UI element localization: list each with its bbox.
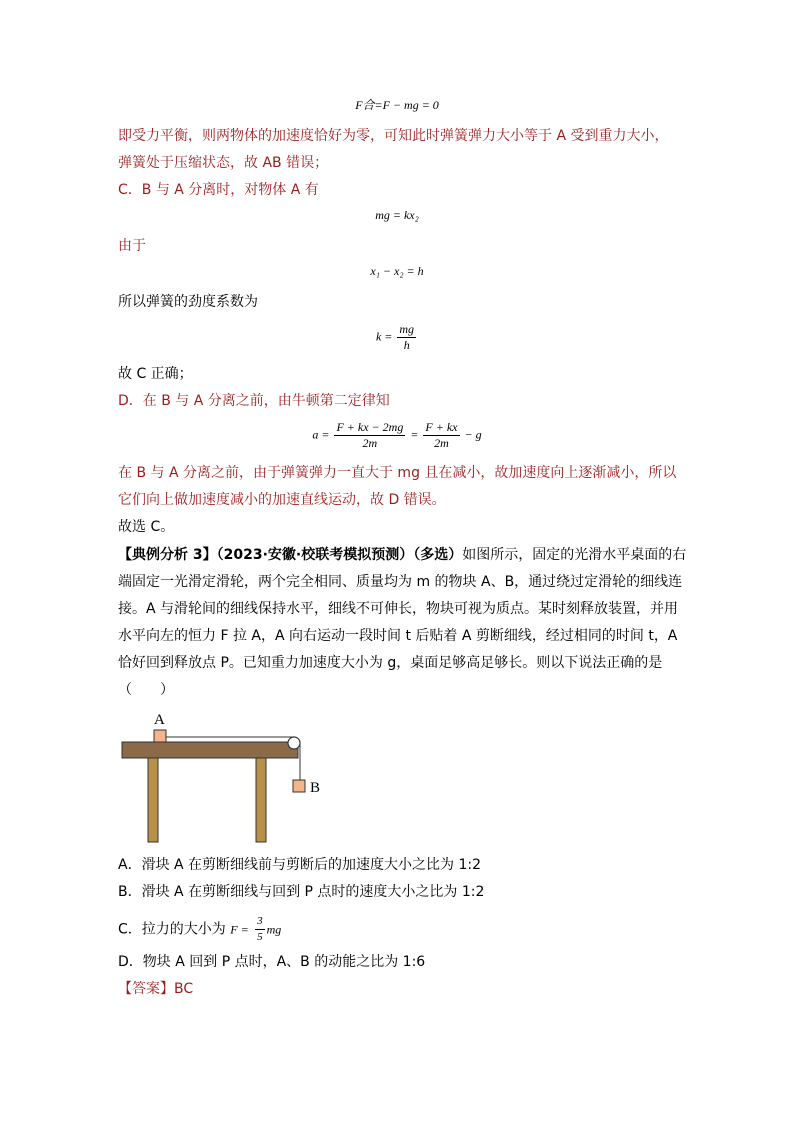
answer: 【答案】BC bbox=[118, 981, 194, 997]
paragraph-line: 水平向左的恒力 F 拉 A，A 向右运动一段时间 t 后贴着 A 剪断细线，经过相同的时间 t，A bbox=[118, 628, 678, 644]
label-a: A bbox=[154, 712, 165, 728]
table-pulley-figure bbox=[118, 708, 348, 848]
example-heading: 【典例分析 3】（2023·安徽·校联考模拟预测）（多选）如图所示，固定的光滑水平桌面的右 bbox=[118, 547, 687, 563]
option-c: C．拉力的大小为 F = $\frac{3}{5}$ mg bbox=[118, 915, 282, 943]
option-c-intro: C．B 与 A 分离时，对物体 A 有 bbox=[118, 182, 319, 198]
paragraph-line: 恰好回到释放点 P。已知重力加速度大小为 g，桌面足够高足够长。则以下说法正确的是 bbox=[118, 655, 663, 671]
equation-x1-x2: x₁ − x₂ = h bbox=[370, 264, 424, 278]
choose-text: 故选 C。 bbox=[118, 519, 175, 535]
equation-mg-kx2: mg = kx₂ bbox=[375, 208, 419, 222]
paragraph-line: 它们向上做加速度减小的加速直线运动，故 D 错误。 bbox=[118, 492, 446, 508]
equation-acceleration: a = $\frac{F + kx - 2mg}{2m}$ = $\frac{F + kx}{2m}$ − g bbox=[312, 420, 482, 450]
since-text: 由于 bbox=[118, 238, 146, 254]
answer-blank: （ ） bbox=[118, 682, 174, 698]
k-intro: 所以弹簧的劲度系数为 bbox=[118, 294, 258, 310]
block-a bbox=[154, 730, 166, 742]
table-top bbox=[122, 742, 298, 758]
table-leg-right bbox=[256, 758, 266, 842]
paragraph-line: 弹簧处于压缩状态，故 AB 错误； bbox=[118, 155, 329, 171]
paragraph-line: 端固定一光滑定滑轮，两个完全相同、质量均为 m 的物块 A、B，通过绕过定滑轮的细线连 bbox=[118, 574, 683, 590]
paragraph-line: 在 B 与 A 分离之前，由于弹簧弹力一直大于 mg 且在减小，故加速度向上逐渐减小，所以 bbox=[118, 465, 677, 481]
equation-k: k = $\frac{mg}{h}$ bbox=[375, 322, 415, 352]
table-leg-left bbox=[148, 758, 158, 842]
option-d-intro: D．在 B 与 A 分离之前，由牛顿第二定律知 bbox=[118, 393, 390, 409]
option-b: B．滑块 A 在剪断细线与回到 P 点时的速度大小之比为 1:2 bbox=[118, 884, 485, 900]
block-b bbox=[293, 780, 305, 792]
pulley bbox=[288, 737, 300, 749]
c-correct: 故 C 正确； bbox=[118, 366, 193, 382]
paragraph-line: 即受力平衡，则两物体的加速度恰好为零，可知此时弹簧弹力大小等于 A 受到重力大小， bbox=[118, 128, 669, 144]
label-b: B bbox=[310, 780, 321, 796]
option-a: A．滑块 A 在剪断细线前与剪断后的加速度大小之比为 1:2 bbox=[118, 857, 482, 873]
equation-net-force: F合=F − mg = 0 bbox=[355, 98, 439, 112]
option-d: D．物块 A 回到 P 点时，A、B 的动能之比为 1:6 bbox=[118, 954, 426, 970]
paragraph-line: 接。A 与滑轮间的细线保持水平，细线不可伸长，物块可视为质点。某时刻释放装置，并用 bbox=[118, 601, 679, 617]
